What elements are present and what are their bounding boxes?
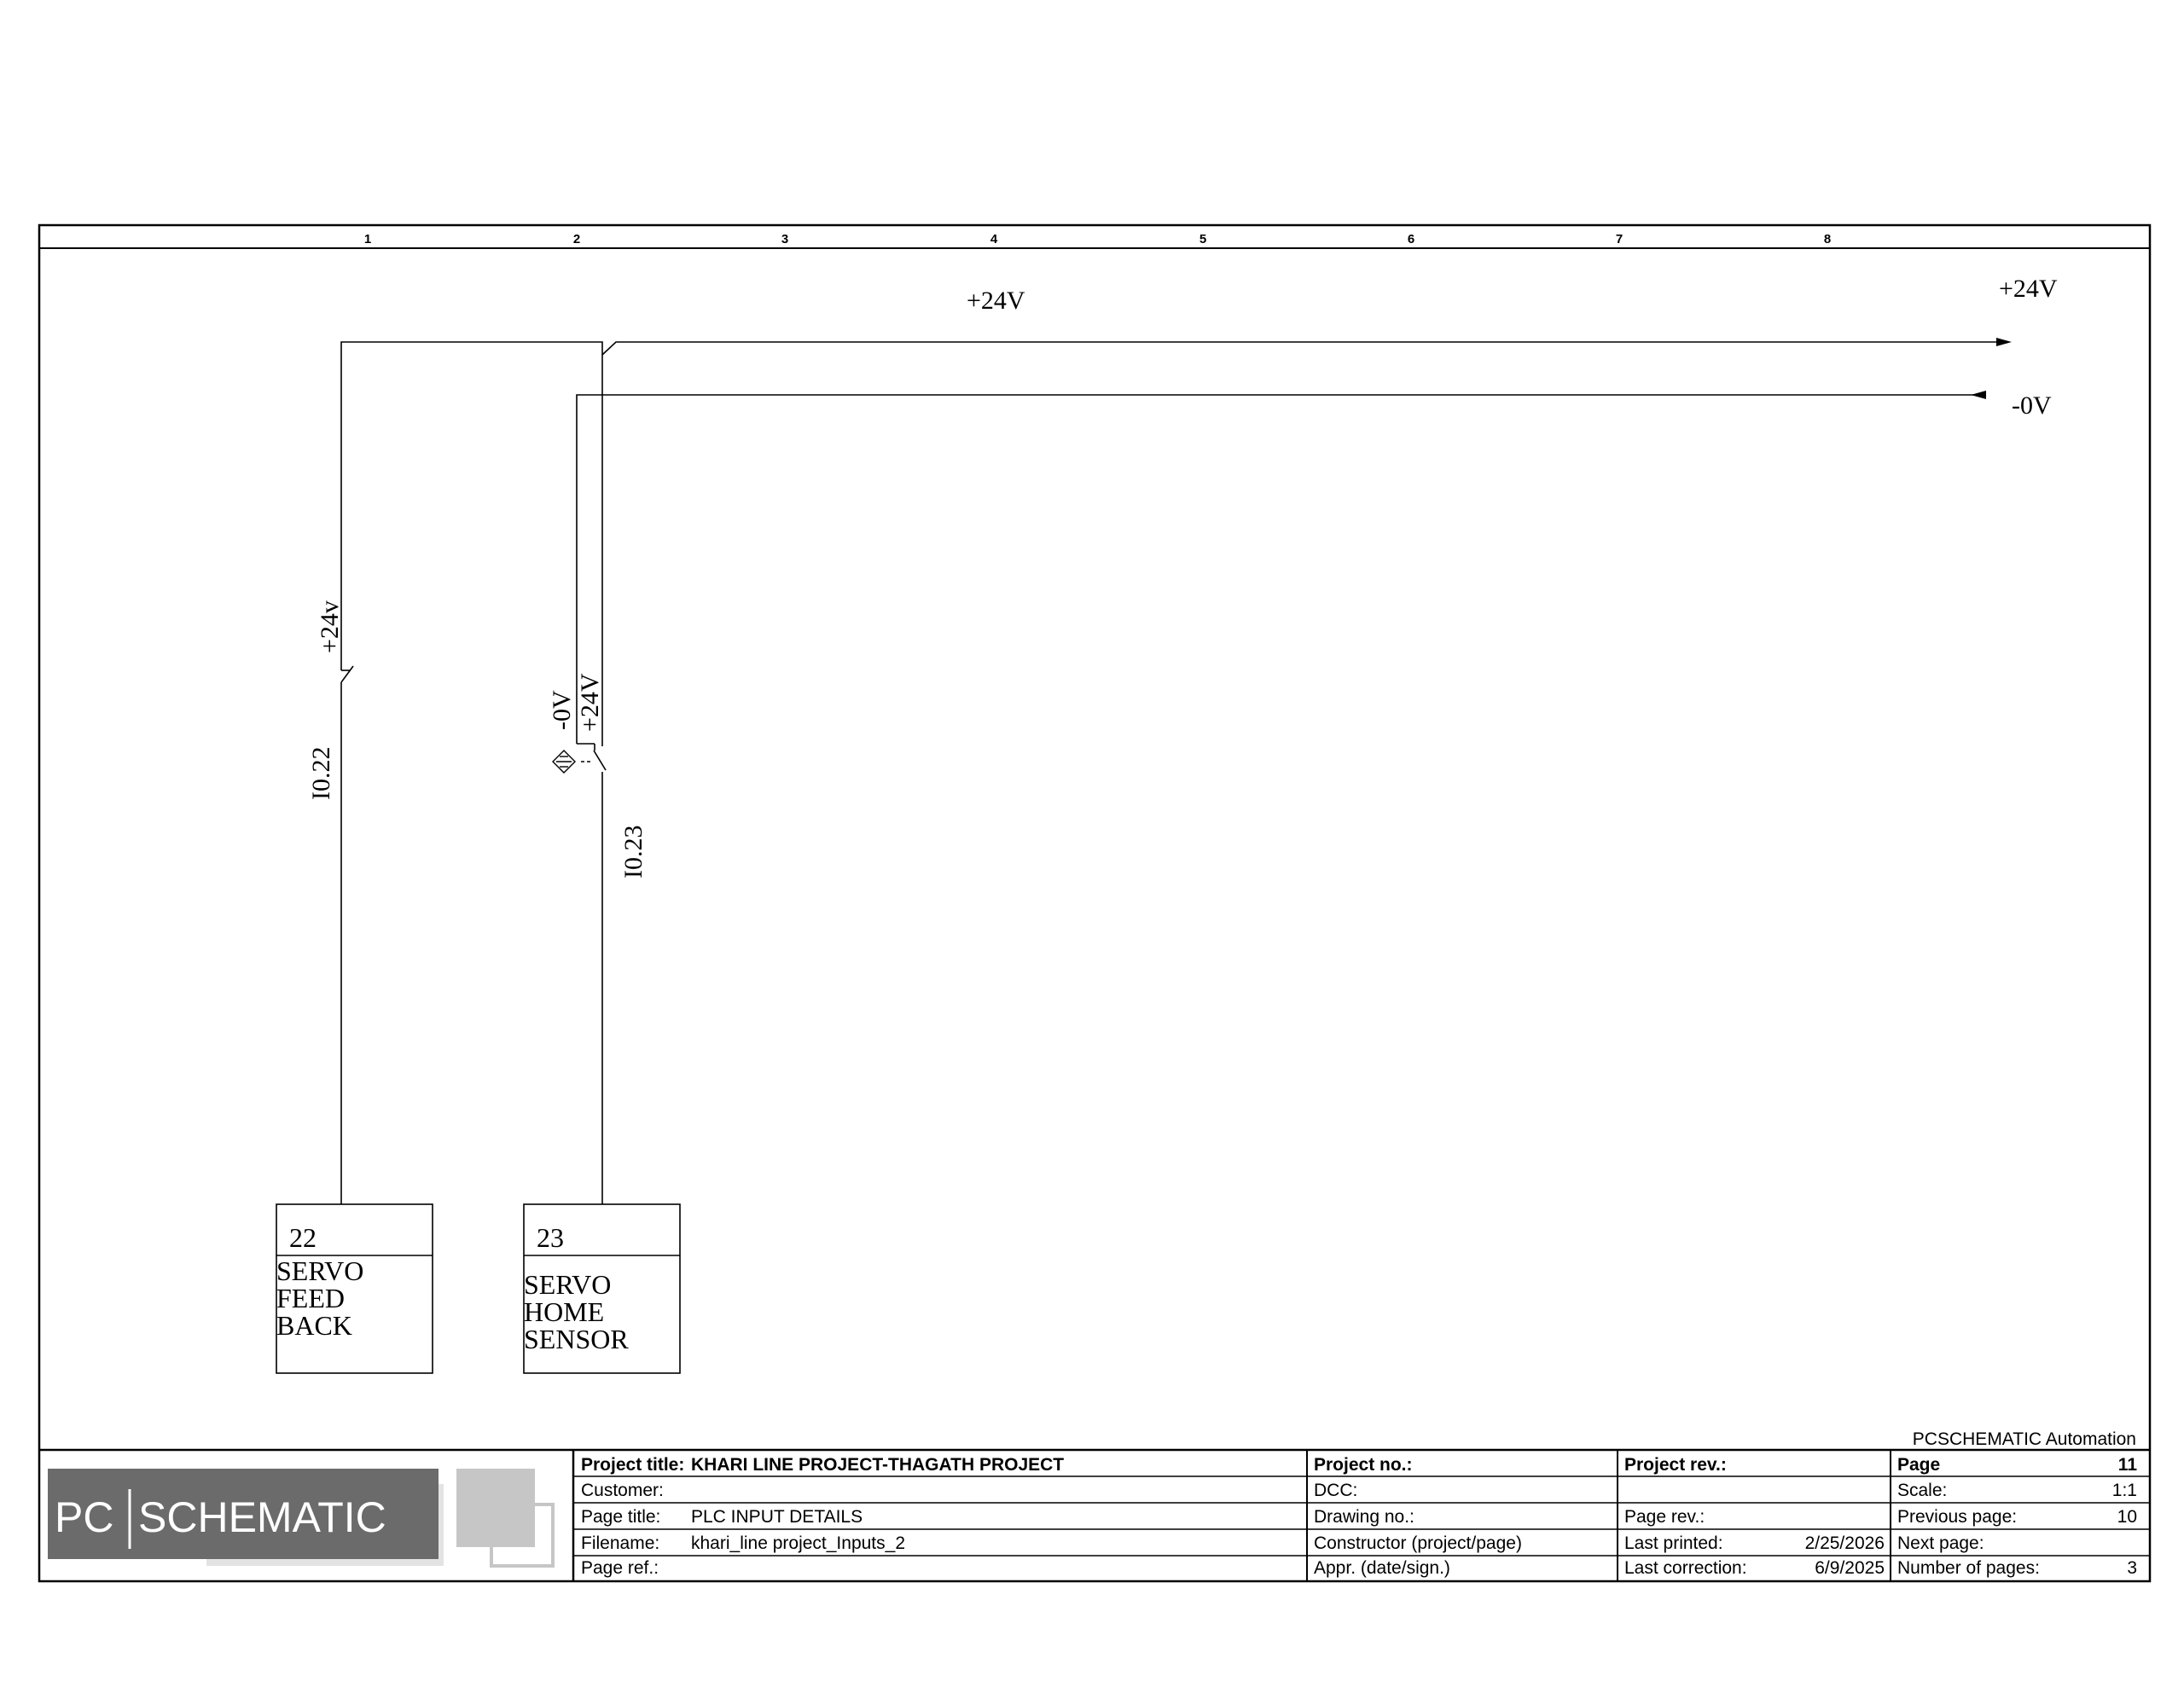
terminal-number: 23 (537, 1222, 564, 1253)
column-ruler (364, 232, 1831, 246)
rail-label-right-24v: +24V (1999, 275, 2058, 303)
drawing-frame (39, 225, 2150, 1581)
page-title-label: Page title: (581, 1507, 661, 1527)
terminal-text-line: SERVO (276, 1255, 364, 1286)
wire-label-plus24v: +24v (316, 600, 344, 653)
column-number: 7 (1615, 232, 1623, 246)
page-value: 11 (2117, 1455, 2137, 1475)
column-number: 6 (1407, 232, 1415, 246)
plus24v-rail-arrow (1996, 338, 2012, 346)
terminal-box-23 (524, 1204, 680, 1373)
column-number: 2 (572, 232, 581, 246)
last-printed-value: 2/25/2026 (1804, 1533, 1885, 1553)
project-rev-label: Project rev.: (1624, 1455, 1727, 1475)
page-rev-label: Page rev.: (1624, 1507, 1705, 1527)
terminal-text-line: FEED (276, 1283, 345, 1313)
company-label: PCSCHEMATIC Automation (1912, 1429, 2136, 1449)
next-page-label: Next page: (1897, 1533, 1984, 1553)
terminal-text-line: HOME (524, 1296, 605, 1327)
last-printed-label: Last printed: (1624, 1533, 1723, 1553)
project-title: KHARI LINE PROJECT-THAGATH PROJECT (691, 1455, 1065, 1475)
column-number: 5 (1199, 232, 1207, 246)
filename: khari_line project_Inputs_2 (691, 1533, 905, 1553)
pc-schematic-logo (48, 1469, 553, 1566)
address-label-i022: I0.22 (307, 746, 335, 800)
wire-label-plus24v-sensor: +24V (576, 673, 604, 732)
page-title: PLC INPUT DETAILS (691, 1507, 863, 1527)
address-label-i023: I0.23 (619, 825, 648, 878)
minus0v-rail-arrow (1971, 391, 1986, 399)
page-label: Page (1897, 1455, 1941, 1475)
minus0v-rail (577, 395, 1986, 744)
logo-text-schematic: SCHEMATIC (138, 1493, 386, 1541)
number-of-pages-label: Number of pages: (1897, 1558, 2040, 1578)
customer-label: Customer: (581, 1481, 664, 1500)
terminal-number: 22 (289, 1222, 317, 1253)
last-correction-value: 6/9/2025 (1815, 1558, 1885, 1578)
previous-page-value: 10 (2117, 1507, 2137, 1527)
wire-label-minus0v: -0V (548, 690, 576, 730)
dcc-label: DCC: (1314, 1481, 1358, 1500)
project-title-label: Project title: (581, 1455, 685, 1475)
previous-page-label: Previous page: (1897, 1507, 2018, 1527)
page-ref-label: Page ref.: (581, 1558, 659, 1578)
terminal-box-22 (276, 1204, 433, 1373)
proximity-sensor-icon (553, 751, 575, 773)
number-of-pages-value: 3 (2127, 1558, 2137, 1578)
filename-label: Filename: (581, 1533, 660, 1553)
home-sensor-wiring (577, 355, 606, 1204)
logo-text-pc: PC (55, 1493, 114, 1541)
servo-feedback-contact (341, 666, 353, 1204)
column-number: 1 (363, 232, 372, 246)
terminal-text-line: SERVO (524, 1269, 612, 1300)
scale-value: 1:1 (2111, 1481, 2137, 1500)
drawing-no-label: Drawing no.: (1314, 1507, 1414, 1527)
constructor-label: Constructor (project/page) (1314, 1533, 1522, 1553)
rail-label-right-0v: -0V (2012, 391, 2052, 420)
column-number: 4 (990, 232, 998, 246)
terminal-text-line: BACK (276, 1310, 352, 1341)
rail-label-top: +24V (967, 287, 1025, 315)
column-number: 8 (1823, 232, 1832, 246)
column-number: 3 (781, 232, 789, 246)
scale-label: Scale: (1897, 1481, 1948, 1500)
terminal-text-line: SENSOR (524, 1324, 629, 1354)
plus24v-rail (341, 342, 1996, 670)
appr-label: Appr. (date/sign.) (1314, 1558, 1450, 1578)
last-correction-label: Last correction: (1624, 1558, 1747, 1578)
project-no-label: Project no.: (1314, 1455, 1413, 1475)
